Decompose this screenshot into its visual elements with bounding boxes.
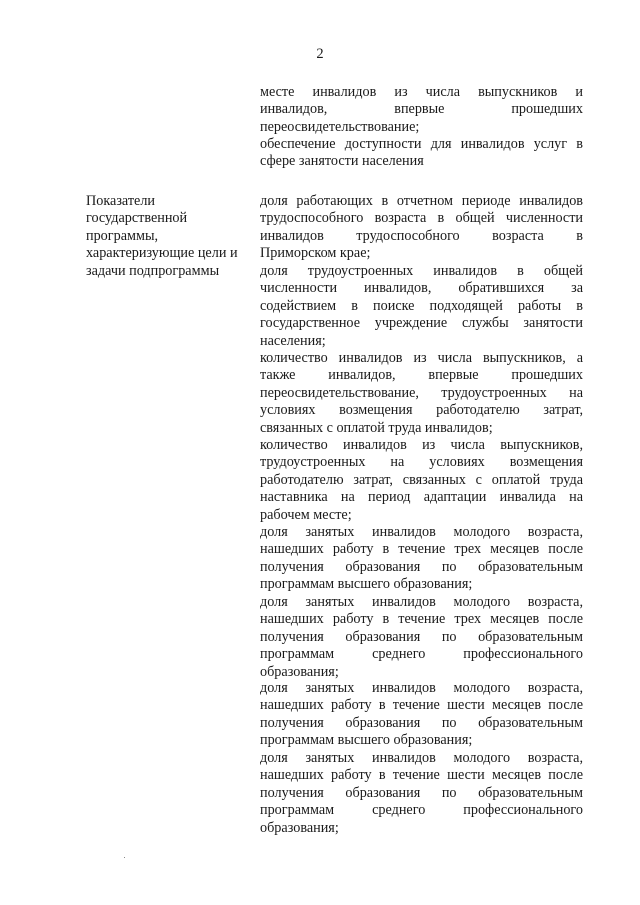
text-line: доля занятых инвалидов молодого возраста,	[260, 750, 583, 766]
row-label-line: государственной	[86, 210, 188, 227]
text-line: получения образования по образовательным	[260, 628, 583, 645]
text-line: программам высшего образования;	[260, 576, 473, 593]
text-line: Приморском крае;	[260, 245, 371, 262]
text-line: переосвидетельствование;	[260, 118, 420, 135]
text-line: нашедших работу в течение шести месяцев после	[260, 697, 583, 714]
text-line: трудоспособного возраста в общей численности	[260, 210, 583, 227]
scan-speck	[124, 857, 125, 858]
indicator-2	[260, 263, 583, 350]
top-para-1	[260, 84, 583, 136]
text-line: получения образования по образовательным	[260, 784, 583, 801]
indicator-3	[260, 350, 583, 437]
top-para-2	[260, 136, 583, 171]
text-line: программам среднего профессионального	[260, 646, 583, 663]
text-line: нашедших работу в течение трех месяцев после	[260, 611, 583, 628]
text-line: рабочем месте;	[260, 506, 352, 523]
text-line: условиях возмещения работодателю затрат,	[260, 402, 583, 419]
indicator-5	[260, 524, 583, 594]
text-line: наставника на период адаптации инвалида на	[260, 489, 583, 506]
text-line: инвалидов трудоспособного возраста в	[260, 227, 583, 244]
text-line: нашедших работу в течение шести месяцев после	[260, 767, 583, 784]
text-line: образования;	[260, 819, 339, 836]
row-label-line: Показатели	[86, 193, 156, 209]
indicator-8	[260, 750, 583, 837]
text-line: доля занятых инвалидов молодого возраста,	[260, 594, 583, 610]
row-label-line: задачи подпрограммы	[86, 262, 220, 279]
text-line: образования;	[260, 663, 339, 680]
text-line: государственное учреждение службы занятости	[260, 315, 583, 332]
text-line: доля работающих в отчетном периоде инвалидов	[260, 193, 583, 209]
text-line: инвалидов, впервые прошедших	[260, 101, 583, 118]
text-line: программам высшего образования;	[260, 732, 473, 749]
indicator-7	[260, 680, 583, 750]
row-label-line: программы,	[86, 227, 159, 244]
text-line: обеспечение доступности для инвалидов услуг в	[260, 136, 583, 152]
text-line: доля занятых инвалидов молодого возраста,	[260, 524, 583, 540]
text-line: получения образования по образовательным	[260, 558, 583, 575]
text-line: получения образования по образовательным	[260, 714, 583, 731]
text-line: трудоустроенных на условиях возмещения	[260, 454, 583, 471]
text-line: доля трудоустроенных инвалидов в общей	[260, 263, 583, 279]
text-line: нашедших работу в течение трех месяцев после	[260, 541, 583, 558]
indicator-4	[260, 437, 583, 524]
text-line: численности инвалидов, обратившихся за	[260, 280, 583, 297]
indicator-1	[260, 193, 583, 263]
text-line: доля занятых инвалидов молодого возраста,	[260, 680, 583, 696]
text-line: работодателю затрат, связанных с оплатой труда	[260, 471, 583, 488]
text-line: количество инвалидов из числа выпускников,	[260, 437, 583, 453]
page-number: 2	[316, 46, 324, 62]
text-line: количество инвалидов из числа выпускников, а	[260, 350, 583, 366]
indicator-6	[260, 594, 583, 681]
text-line: переосвидетельствование, трудоустроенных на	[260, 384, 583, 401]
row-label-line: характеризующие цели и	[86, 245, 238, 262]
text-line: месте инвалидов из числа выпускников и	[260, 84, 583, 100]
text-line: также инвалидов, впервые прошедших	[260, 367, 583, 384]
row-label	[86, 193, 261, 280]
text-line: сфере занятости населения	[260, 153, 424, 170]
text-line: связанных с оплатой труда инвалидов;	[260, 419, 493, 436]
text-line: населения;	[260, 332, 326, 349]
text-line: программам среднего профессионального	[260, 802, 583, 819]
text-line: содействием в поиске подходящей работы в	[260, 297, 583, 314]
